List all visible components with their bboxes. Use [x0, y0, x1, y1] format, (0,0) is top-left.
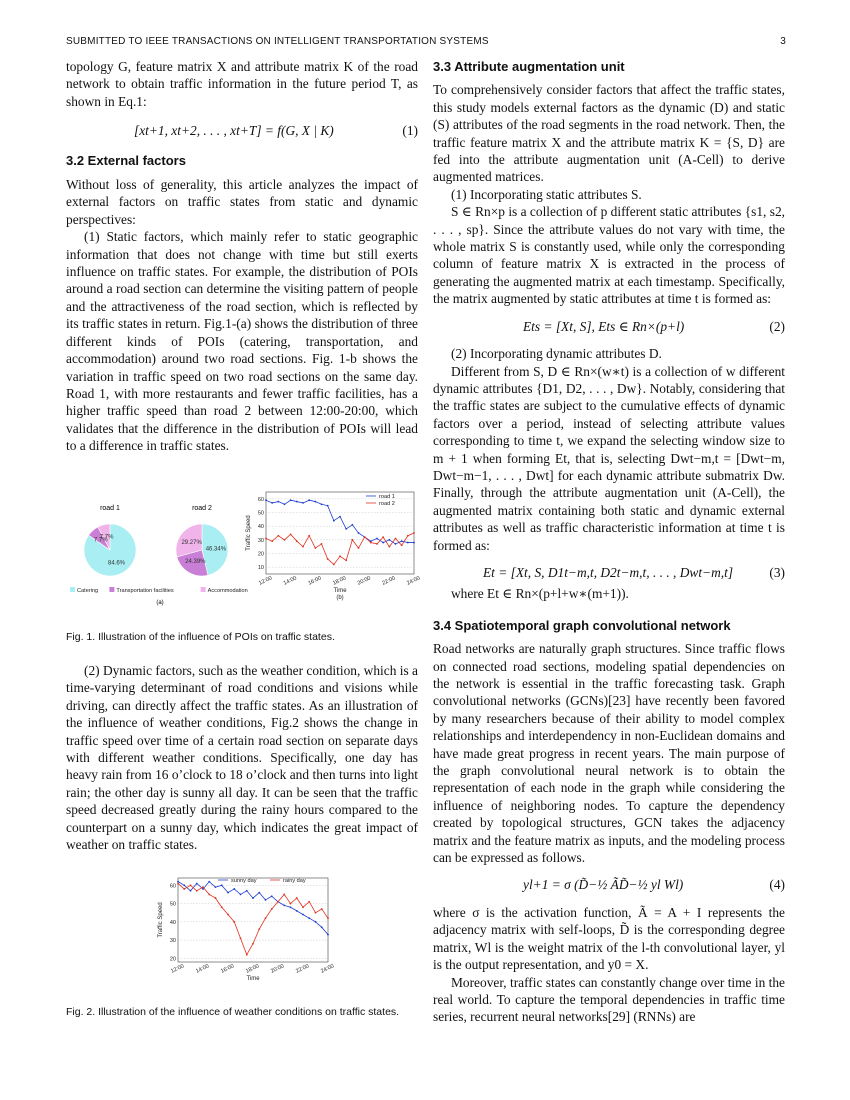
data-point: [321, 926, 323, 928]
data-point: [196, 890, 198, 892]
data-point: [277, 901, 279, 903]
pie-title-road1: road 1: [100, 505, 120, 512]
y-axis-label: Traffic Speed: [158, 902, 164, 938]
equation-number: (2): [769, 318, 785, 334]
data-point: [321, 503, 323, 505]
pie-value-label: 29.27%: [181, 540, 202, 547]
data-point: [327, 934, 329, 936]
data-point: [283, 904, 285, 906]
figure-2-caption: Fig. 2. Illustration of the influence of weather conditions on traffic states.: [66, 1006, 400, 1018]
data-point: [345, 559, 347, 561]
x-tick-label: 12:00: [258, 575, 274, 587]
legend-label: road 1: [379, 494, 395, 500]
paragraph: (2) Dynamic factors, such as the weather condition, which is a time-varying determinant of road conditions and visions while driving, can directly affect the traffic states. As an illustration of the influence of weather conditions, Fig.2 shows the change in traffic speed over time of a certain road section on separate days with different weather conditions. Specifically, one day has heavy rain from 16 o’clock to 18 o’clock and then turns into light rain; the other day is sunny all day. It can be seen that the traffic speed decreased greatly during the rainy hours compared to the counterpart on a sunny day, which indicates the great impact of weather on traffic states.: [66, 663, 418, 853]
y-tick-label: 50: [257, 510, 264, 517]
paragraph: (2) Incorporating dynamic attributes D.: [451, 346, 662, 362]
data-point: [215, 897, 217, 899]
data-point: [284, 503, 286, 505]
pie-value-label: 7.7%: [93, 537, 108, 544]
legend-label: sunny day: [231, 878, 257, 884]
y-axis-label: Traffic Speed: [246, 515, 252, 551]
data-point: [382, 542, 384, 544]
pie-value-label: 24.39%: [185, 559, 206, 566]
data-point: [345, 528, 347, 530]
data-point: [190, 890, 192, 892]
legend-swatch: [109, 587, 114, 592]
data-point: [302, 502, 304, 504]
data-point: [407, 535, 409, 537]
data-point: [183, 884, 185, 886]
legend-label: Catering: [77, 588, 99, 594]
data-point: [296, 897, 298, 899]
running-header: [66, 36, 786, 47]
y-tick-label: 40: [169, 919, 176, 926]
data-point: [308, 917, 310, 919]
data-point: [208, 894, 210, 896]
equation-body: yl+1 = σ (D̃−½ ÃD̃−½ yl Wl): [523, 877, 684, 893]
legend-label: road 2: [379, 501, 395, 507]
x-axis-label: Time: [246, 976, 260, 982]
y-tick-label: 10: [257, 565, 264, 572]
data-point: [401, 544, 403, 546]
x-tick-label: 16:00: [220, 963, 236, 975]
data-point: [240, 894, 242, 896]
data-point: [315, 912, 317, 914]
data-point: [258, 928, 260, 930]
data-point: [364, 536, 366, 538]
x-tick-label: 22:00: [381, 575, 397, 587]
data-point: [265, 917, 267, 919]
pie-value-label: 7.7%: [99, 534, 114, 541]
x-tick-label: 12:00: [170, 963, 186, 975]
data-point: [271, 908, 273, 910]
data-point: [258, 892, 260, 894]
data-point: [252, 897, 254, 899]
data-point: [376, 543, 378, 545]
data-point: [215, 886, 217, 888]
data-point: [227, 892, 229, 894]
panel-label-b: (b): [336, 595, 344, 601]
data-point: [265, 499, 267, 501]
data-point: [333, 520, 335, 522]
equation-number: (1): [402, 123, 418, 139]
data-point: [388, 546, 390, 548]
data-point: [290, 906, 292, 908]
journal-title: SUBMITTED TO IEEE TRANSACTIONS ON INTELLIGENT TRANSPORTATION SYSTEMS: [66, 36, 489, 47]
data-point: [401, 540, 403, 542]
equation-body: Et = [Xt, S, D1t−m,t, D2t−m,t, . . . , Dwt−m,t]: [483, 564, 734, 580]
y-tick-label: 60: [257, 496, 264, 503]
section-heading-3-2: 3.2 External factors: [66, 152, 186, 168]
data-point: [271, 895, 273, 897]
data-point: [358, 547, 360, 549]
data-point: [246, 954, 248, 956]
data-point: [327, 505, 329, 507]
data-point: [321, 908, 323, 910]
x-tick-label: 24:00: [320, 963, 336, 975]
data-point: [190, 884, 192, 886]
figure-1: [66, 486, 420, 614]
data-point: [277, 535, 279, 537]
page-number: 3: [780, 36, 786, 47]
y-tick-label: 60: [169, 883, 176, 890]
equation-number: (3): [769, 564, 785, 580]
pie-value-label: 46.34%: [205, 546, 227, 553]
data-point: [177, 883, 179, 885]
legend-label: rainy day: [283, 878, 306, 884]
legend-swatch: [201, 587, 206, 592]
pie-title-road2: road 2: [192, 505, 212, 512]
data-point: [314, 547, 316, 549]
equation-3: [483, 564, 785, 581]
series-line: [178, 882, 328, 935]
data-point: [208, 881, 210, 883]
x-tick-label: 14:00: [195, 963, 211, 975]
data-point: [351, 524, 353, 526]
data-point: [283, 894, 285, 896]
data-point: [265, 538, 267, 540]
data-point: [308, 535, 310, 537]
data-point: [202, 886, 204, 888]
data-point: [290, 903, 292, 905]
left-column: [66, 58, 418, 455]
figure-1-caption: Fig. 1. Illustration of the influence of POIs on traffic states.: [66, 631, 335, 643]
paragraph: Without loss of generality, this article analyzes the impact of external factors on traffic states from static and dynamic perspectives:: [66, 177, 418, 227]
data-point: [177, 881, 179, 883]
data-point: [227, 914, 229, 916]
data-point: [233, 888, 235, 890]
pie-value-label: 84.6%: [108, 560, 126, 567]
data-point: [339, 555, 341, 557]
data-point: [240, 937, 242, 939]
data-point: [382, 536, 384, 538]
data-point: [277, 501, 279, 503]
data-point: [376, 538, 378, 540]
series-line: [266, 533, 414, 564]
figure-2-svg: [148, 872, 338, 992]
data-point: [252, 943, 254, 945]
paragraph: S ∈ Rn×p is a collection of p different static attributes {s1, s2, . . . , sp}. Since the attribute values do not vary with time, the whole matrix S is constantly used, while only the corresponding column of feature matrix X is extracted in the process of generating the augmented matrix at each timestamp. Specifically, the matrix augmented by static attributes at time t is formed as:: [433, 204, 785, 307]
data-point: [407, 542, 409, 544]
figure-1-svg: [66, 486, 420, 614]
right-column: [433, 58, 785, 1026]
y-tick-label: 20: [169, 956, 176, 963]
y-tick-label: 30: [169, 938, 176, 945]
data-point: [271, 540, 273, 542]
x-tick-label: 20:00: [356, 575, 372, 587]
data-point: [370, 542, 372, 544]
section-heading-3-4: 3.4 Spatiotemporal graph convolutional network: [433, 617, 731, 633]
data-point: [296, 540, 298, 542]
data-point: [284, 539, 286, 541]
paragraph: Different from S, D ∈ Rn×(w∗t) is a collection of w different dynamic attributes {D1, D2, . . . , Dw}. Notably, considering that the traffic states are subject to the cumulative effects of dynamic factors over a period, instead of selecting attribute values corresponding to time t, we expand the selecting window size to m + 1 when forming Et, that is, selecting Dwt−m,t = [Dwt−m, Dwt−m−1, . . . , Dwt] for each dynamic attribute submatrix Dw. Finally, through the attribute augmentation unit (A-Cell), the augmented matrix containing both static and dynamic external attributes as well as traffic characteristic information at time t is formed as:: [433, 363, 785, 553]
x-tick-label: 18:00: [332, 575, 348, 587]
legend-swatch: [70, 587, 75, 592]
paragraph: (1) Static factors, which mainly refer to static geographic information that does not change with time but still exerts influence on traffic states. For example, the distribution of POIs around a road section can determine the visiting pattern of people and the attractiveness of the road section, which is reflected by its traffic states in return. Fig.1-(a) shows the distribution of three different kinds of POIs (catering, transportation, and accommodation) around two road sections. Fig. 1-b shows the variation in traffic speed on two road sections on the same day. Road 1, with more restaurants and fewer traffic facilities, has a higher traffic speed than road 2 between 12:00-20:00, which validates that the difference in the distribution of POIs will lead to a difference in traffic states.: [66, 229, 418, 454]
paragraph: topology G, feature matrix X and attribute matrix K of the road network to obtain traffic information in the future period T, as shown in Eq.1:: [66, 59, 418, 109]
data-point: [246, 890, 248, 892]
data-point: [327, 558, 329, 560]
figure-2: [148, 872, 338, 992]
data-point: [308, 499, 310, 501]
section-heading-3-3: 3.3 Attribute augmentation unit: [433, 59, 625, 74]
data-point: [183, 888, 185, 890]
data-point: [302, 906, 304, 908]
data-point: [233, 921, 235, 923]
data-point: [296, 910, 298, 912]
x-tick-label: 16:00: [307, 575, 323, 587]
data-point: [308, 901, 310, 903]
paragraph: where σ is the activation function, Ã = A + I represents the adjacency matrix with self-loops, D̃ is the corresponding degree matrix, Wl is the weight matrix of the l-th convolutional layer, yl is the output representation, and y0 = X.: [433, 904, 785, 973]
y-tick-label: 50: [169, 901, 176, 908]
data-point: [395, 543, 397, 545]
x-tick-label: 22:00: [295, 963, 311, 975]
data-point: [271, 502, 273, 504]
data-point: [388, 539, 390, 541]
data-point: [358, 532, 360, 534]
plot-frame: [178, 878, 328, 962]
x-axis-label: Time: [333, 588, 347, 594]
x-tick-label: 14:00: [282, 575, 298, 587]
data-point: [395, 538, 397, 540]
x-tick-label: 18:00: [245, 963, 261, 975]
legend-label: Transportation facilities: [116, 588, 174, 594]
data-point: [351, 539, 353, 541]
equation-body: Ets = [Xt, S], Ets ∈ Rn×(p+l): [523, 318, 685, 334]
x-tick-label: 20:00: [270, 963, 286, 975]
equation-2: [523, 318, 785, 335]
y-tick-label: 30: [257, 537, 264, 544]
x-tick-label: 24:00: [406, 575, 420, 587]
legend-label: Accommodation: [207, 588, 248, 594]
paragraph: To comprehensively consider factors that affect the traffic states, this study models external factors as the dynamic (D) and static (S) attributes of the road segments in the road network. Then, the traffic feature matrix X and the attribute matrix K = {S, D} are fed into the attribute augmentation unit (A-Cell) to derive augmented matrices.: [433, 82, 785, 185]
data-point: [290, 499, 292, 501]
data-point: [302, 546, 304, 548]
data-point: [315, 921, 317, 923]
panel-label-a: (a): [156, 600, 164, 606]
y-tick-label: 20: [257, 551, 264, 558]
data-point: [221, 906, 223, 908]
y-tick-label: 40: [257, 524, 264, 531]
data-point: [296, 501, 298, 503]
data-point: [339, 516, 341, 518]
data-point: [333, 564, 335, 566]
paragraph: Moreover, traffic states can constantly change over time in the real world. To capture the temporal dependencies in traffic time series, recurrent neural networks[29] (RNNs) are: [433, 974, 785, 1025]
data-point: [327, 917, 329, 919]
paragraph: (1) Incorporating static attributes S.: [451, 186, 642, 202]
paragraph: Road networks are naturally graph structures. Since traffic flows on connected road sections, modeling spatial dependencies on the network is essential in the traffic forecasting task. Graph convolutional networks (GCNs)[23] have recently been favored by many researchers because of their ability to model complex relationships and interdependency in non-Euclidean domains and have made great progress in recent years. The main purpose of the graph convolutional neural network is to obtain the representation of each node in the graph while considering the influence of neighboring nodes. To capture the dependency created by topological structures, GCN takes the adjacency matrix and the feature matrix as inputs, and the modeling process can be expressed as follows.: [433, 641, 785, 866]
data-point: [321, 543, 323, 545]
data-point: [221, 884, 223, 886]
paragraph: where Et ∈ Rn×(p+l+w∗(m+1)).: [451, 586, 629, 602]
equation-1: [134, 122, 418, 139]
equation-4: [523, 876, 785, 893]
data-point: [413, 532, 415, 534]
left-column-lower: [66, 662, 418, 853]
equation-body: [xt+1, xt+2, . . . , xt+T] = f(G, X | K): [134, 123, 334, 139]
data-point: [196, 883, 198, 885]
data-point: [302, 914, 304, 916]
data-point: [290, 533, 292, 535]
data-point: [265, 899, 267, 901]
equation-number: (4): [769, 877, 785, 893]
data-point: [314, 501, 316, 503]
data-point: [413, 542, 415, 544]
